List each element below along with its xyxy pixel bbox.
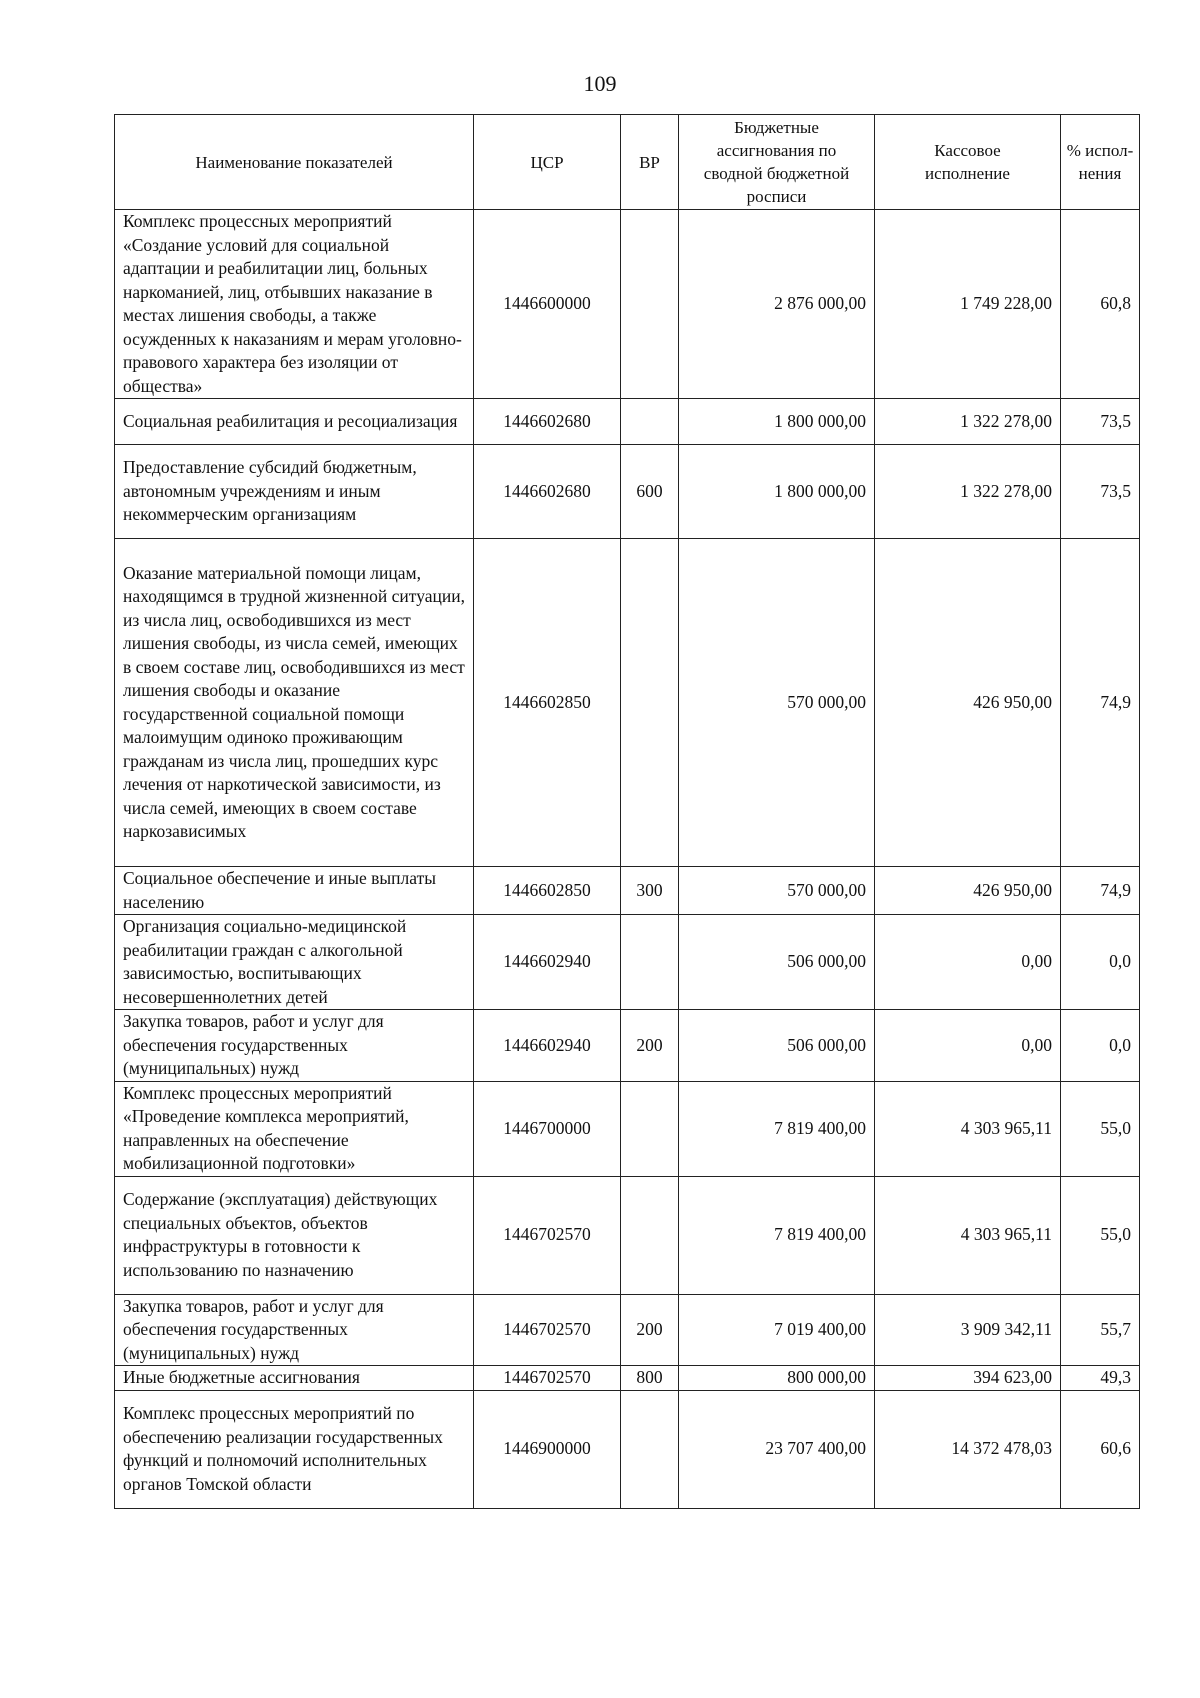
row-csr: 1446600000 (474, 210, 621, 399)
row-vr (621, 1176, 679, 1294)
row-csr: 1446602850 (474, 539, 621, 867)
row-percent: 0,0 (1061, 1010, 1140, 1082)
row-name: Комплекс процессных мероприятий «Создание условий для социальной адаптации и реабилитации лиц, больных наркоманией, лиц, отбывших наказание в местах лишения свободы, а также осужденных к наказаниям и мерам уголовно-правового характера без изоляции от общества» (115, 210, 474, 399)
row-budget: 2 876 000,00 (679, 210, 875, 399)
row-name: Комплекс процессных мероприятий «Проведение комплекса мероприятий, направленных на обеспечение мобилизационной подготовки» (115, 1081, 474, 1176)
row-vr: 600 (621, 445, 679, 539)
column-header-csr: ЦСР (474, 115, 621, 210)
row-budget: 7 819 400,00 (679, 1176, 875, 1294)
row-name: Иные бюджетные ассигнования (115, 1366, 474, 1391)
row-percent: 49,3 (1061, 1366, 1140, 1391)
table-row (115, 399, 1140, 445)
row-cash: 4 303 965,11 (875, 1081, 1061, 1176)
page-number: 109 (583, 71, 617, 96)
table-row (115, 1390, 1140, 1508)
column-header-percent: % испол-нения (1061, 115, 1140, 210)
row-budget: 570 000,00 (679, 867, 875, 915)
row-percent: 73,5 (1061, 399, 1140, 445)
row-percent: 55,0 (1061, 1176, 1140, 1294)
row-vr (621, 1390, 679, 1508)
row-vr: 300 (621, 867, 679, 915)
row-csr: 1446602850 (474, 867, 621, 915)
table-row (115, 915, 1140, 1010)
row-budget: 7 019 400,00 (679, 1294, 875, 1366)
table-row (115, 1081, 1140, 1176)
row-vr (621, 539, 679, 867)
table-row (115, 539, 1140, 867)
row-vr (621, 915, 679, 1010)
row-name: Организация социально-медицинской реабилитации граждан с алкогольной зависимостью, воспитывающих несовершеннолетних детей (115, 915, 474, 1010)
row-budget: 23 707 400,00 (679, 1390, 875, 1508)
row-name: Социальная реабилитация и ресоциализация (115, 399, 474, 445)
row-cash: 1 322 278,00 (875, 445, 1061, 539)
table-row (115, 867, 1140, 915)
row-vr (621, 1081, 679, 1176)
row-cash: 426 950,00 (875, 539, 1061, 867)
row-budget: 1 800 000,00 (679, 445, 875, 539)
row-name: Предоставление субсидий бюджетным, автономным учреждениям и иным некоммерческим организациям (115, 445, 474, 539)
row-csr: 1446702570 (474, 1294, 621, 1366)
row-csr: 1446900000 (474, 1390, 621, 1508)
row-cash: 1 322 278,00 (875, 399, 1061, 445)
row-name: Оказание материальной помощи лицам, находящимся в трудной жизненной ситуации, из числа лиц, освободившихся из мест лишения свободы, из числа семей, имеющих в своем составе лиц, освободившихся из мест лишения свободы и оказание государственной социальной помощи малоимущим одиноко проживающим гражданам из числа лиц, прошедших курс лечения от наркотической зависимости, из числа семей, имеющих в своем составе наркозависимых (115, 539, 474, 867)
row-cash: 14 372 478,03 (875, 1390, 1061, 1508)
row-name: Содержание (эксплуатация) действующих специальных объектов, объектов инфраструктуры в готовности к использованию по назначению (115, 1176, 474, 1294)
table-header-row (115, 115, 1140, 210)
row-cash: 394 623,00 (875, 1366, 1061, 1391)
row-vr: 800 (621, 1366, 679, 1391)
row-budget: 570 000,00 (679, 539, 875, 867)
budget-execution-table (114, 114, 1140, 1509)
table-row (115, 1294, 1140, 1366)
row-cash: 3 909 342,11 (875, 1294, 1061, 1366)
row-csr: 1446602680 (474, 399, 621, 445)
row-percent: 55,7 (1061, 1294, 1140, 1366)
row-budget: 506 000,00 (679, 1010, 875, 1082)
row-csr: 1446700000 (474, 1081, 621, 1176)
row-percent: 60,8 (1061, 210, 1140, 399)
column-header-cash: Кассовое исполнение (875, 115, 1061, 210)
row-vr: 200 (621, 1010, 679, 1082)
table-row (115, 210, 1140, 399)
row-csr: 1446602680 (474, 445, 621, 539)
row-name: Социальное обеспечение и иные выплаты населению (115, 867, 474, 915)
row-cash: 1 749 228,00 (875, 210, 1061, 399)
row-cash: 0,00 (875, 1010, 1061, 1082)
row-csr: 1446702570 (474, 1176, 621, 1294)
table-row (115, 1366, 1140, 1391)
table-row (115, 1010, 1140, 1082)
row-csr: 1446602940 (474, 915, 621, 1010)
row-cash: 0,00 (875, 915, 1061, 1010)
row-budget: 1 800 000,00 (679, 399, 875, 445)
row-percent: 0,0 (1061, 915, 1140, 1010)
row-name: Комплекс процессных мероприятий по обеспечению реализации государственных функций и полномочий исполнительных органов Томской области (115, 1390, 474, 1508)
row-cash: 4 303 965,11 (875, 1176, 1061, 1294)
row-budget: 7 819 400,00 (679, 1081, 875, 1176)
row-name: Закупка товаров, работ и услуг для обеспечения государственных (муниципальных) нужд (115, 1294, 474, 1366)
row-name: Закупка товаров, работ и услуг для обеспечения государственных (муниципальных) нужд (115, 1010, 474, 1082)
row-vr (621, 210, 679, 399)
row-vr: 200 (621, 1294, 679, 1366)
column-header-budget: Бюджетные ассигнования по сводной бюджетной росписи (679, 115, 875, 210)
row-percent: 73,5 (1061, 445, 1140, 539)
row-cash: 426 950,00 (875, 867, 1061, 915)
row-csr: 1446702570 (474, 1366, 621, 1391)
row-budget: 506 000,00 (679, 915, 875, 1010)
row-budget: 800 000,00 (679, 1366, 875, 1391)
column-header-name: Наименование показателей (115, 115, 474, 210)
row-percent: 55,0 (1061, 1081, 1140, 1176)
row-csr: 1446602940 (474, 1010, 621, 1082)
row-vr (621, 399, 679, 445)
row-percent: 74,9 (1061, 539, 1140, 867)
row-percent: 60,6 (1061, 1390, 1140, 1508)
table-row (115, 1176, 1140, 1294)
column-header-vr: ВР (621, 115, 679, 210)
row-percent: 74,9 (1061, 867, 1140, 915)
table-row (115, 445, 1140, 539)
